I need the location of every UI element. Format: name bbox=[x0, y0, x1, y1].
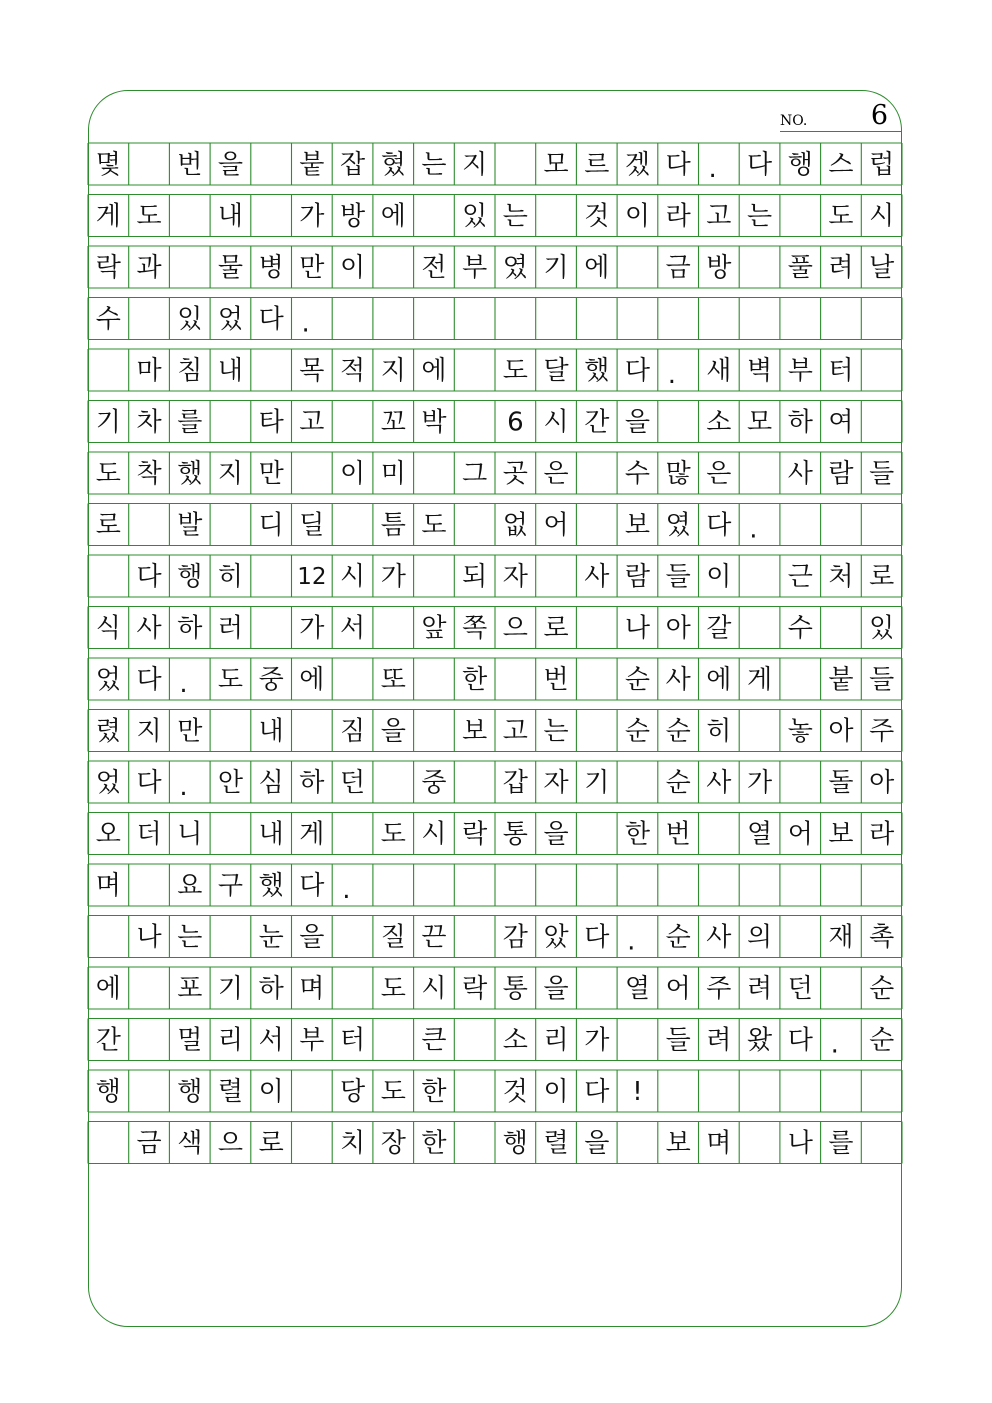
manuscript-char: 모 bbox=[543, 150, 569, 180]
manuscript-char: 에 bbox=[421, 356, 447, 386]
manuscript-char: 한 bbox=[421, 1128, 447, 1159]
manuscript-char: 사 bbox=[584, 562, 610, 592]
manuscript-char: 락 bbox=[462, 974, 488, 1004]
manuscript-char: 보 bbox=[462, 716, 488, 747]
manuscript-char: 럽 bbox=[869, 150, 895, 180]
manuscript-char: 수 bbox=[624, 459, 651, 489]
manuscript-char: 다 bbox=[584, 922, 610, 953]
manuscript-char: 도 bbox=[217, 665, 244, 695]
manuscript-char: . bbox=[301, 308, 310, 339]
manuscript-char: 더 bbox=[136, 819, 162, 850]
manuscript-char: 디 bbox=[258, 510, 284, 541]
manuscript-char: 를 bbox=[177, 407, 203, 438]
manuscript-char: 번 bbox=[543, 665, 569, 695]
manuscript-char: 모 bbox=[746, 407, 773, 438]
manuscript-char: 아 bbox=[828, 716, 854, 747]
manuscript-char: 고 bbox=[706, 201, 732, 232]
manuscript-char: 멀 bbox=[177, 1025, 203, 1056]
manuscript-char: 사 bbox=[136, 613, 162, 644]
manuscript-row bbox=[96, 305, 310, 339]
manuscript-char: 의 bbox=[746, 922, 773, 953]
manuscript-char: 터 bbox=[828, 356, 854, 386]
manuscript-char: 요 bbox=[177, 871, 203, 901]
manuscript-char: 행 bbox=[177, 1077, 203, 1107]
manuscript-char: 사 bbox=[706, 922, 732, 953]
manuscript-char: 순 bbox=[665, 716, 691, 747]
manuscript-char: 갈 bbox=[706, 613, 732, 644]
manuscript-char: 은 bbox=[543, 459, 569, 489]
manuscript-row bbox=[96, 1077, 643, 1107]
manuscript-char: 수 bbox=[787, 613, 813, 644]
manuscript-char: 했 bbox=[177, 459, 203, 489]
manuscript-char: 기 bbox=[543, 253, 569, 283]
manuscript-char: 되 bbox=[462, 562, 488, 592]
manuscript-char: 곳 bbox=[502, 459, 528, 489]
manuscript-char: 로 bbox=[95, 510, 121, 541]
manuscript-char: 고 bbox=[299, 407, 325, 438]
manuscript-char: 나 bbox=[136, 922, 162, 953]
manuscript-char: 가 bbox=[299, 201, 325, 232]
manuscript-char: 색 bbox=[177, 1128, 203, 1159]
manuscript-row bbox=[136, 562, 894, 592]
manuscript-char: 전 bbox=[421, 253, 447, 283]
manuscript-char: 려 bbox=[706, 1025, 732, 1056]
manuscript-char: 식 bbox=[95, 613, 121, 644]
manuscript-char: 순 bbox=[869, 974, 895, 1004]
manuscript-char: 려 bbox=[828, 253, 854, 283]
manuscript-char: 놓 bbox=[787, 716, 813, 747]
manuscript-char: . bbox=[627, 926, 636, 957]
manuscript-char: 지 bbox=[380, 356, 406, 386]
manuscript-char: 그 bbox=[462, 459, 488, 489]
manuscript-char: 리 bbox=[217, 1025, 244, 1056]
manuscript-char: 러 bbox=[217, 613, 244, 644]
manuscript-char: . bbox=[179, 669, 188, 699]
manuscript-char: 스 bbox=[828, 150, 854, 180]
manuscript-char: 많 bbox=[665, 459, 691, 489]
manuscript-char: 자 bbox=[502, 562, 528, 592]
manuscript-char: 열 bbox=[746, 819, 773, 850]
manuscript-char: 잡 bbox=[339, 150, 366, 180]
manuscript-char: 이 bbox=[339, 253, 366, 283]
manuscript-char: 는 bbox=[421, 150, 447, 180]
manuscript-char: 근 bbox=[787, 562, 813, 592]
manuscript-char: 내 bbox=[217, 356, 244, 386]
manuscript-char: 가 bbox=[299, 613, 325, 644]
manuscript-char: 없 bbox=[502, 510, 528, 541]
manuscript-char: 몇 bbox=[95, 150, 121, 180]
manuscript-char: 12 bbox=[297, 564, 327, 590]
manuscript-char: 였 bbox=[665, 510, 691, 541]
manuscript-char: 어 bbox=[665, 974, 691, 1004]
manuscript-char: 중 bbox=[421, 768, 447, 798]
manuscript-char: 이 bbox=[706, 562, 732, 592]
manuscript-char: 침 bbox=[177, 356, 203, 386]
manuscript-char: 행 bbox=[177, 562, 203, 592]
manuscript-char: 소 bbox=[502, 1025, 528, 1056]
manuscript-char: 재 bbox=[828, 922, 854, 953]
manuscript-char: 부 bbox=[462, 253, 488, 283]
manuscript-char: 주 bbox=[869, 716, 895, 747]
manuscript-char: 이 bbox=[543, 1077, 569, 1107]
manuscript-char: 주 bbox=[706, 974, 732, 1004]
manuscript-char: 다 bbox=[787, 1025, 813, 1056]
manuscript-char: 은 bbox=[706, 459, 732, 489]
manuscript-char: 간 bbox=[95, 1025, 121, 1056]
manuscript-char: 다 bbox=[136, 562, 162, 592]
manuscript-char: 들 bbox=[869, 459, 895, 489]
manuscript-char: 를 bbox=[828, 1128, 854, 1159]
manuscript-char: 게 bbox=[299, 819, 325, 850]
page-number-value: 6 bbox=[870, 100, 888, 131]
manuscript-char: 어 bbox=[543, 510, 569, 541]
manuscript-char: 로 bbox=[258, 1128, 284, 1159]
manuscript-char: 수 bbox=[95, 304, 121, 335]
manuscript-char: 것 bbox=[584, 201, 610, 232]
manuscript-char: 였 bbox=[502, 253, 528, 283]
manuscript-char: 서 bbox=[258, 1025, 284, 1056]
manuscript-char: 시 bbox=[421, 974, 447, 1004]
manuscript-char: 하 bbox=[258, 974, 284, 1004]
manuscript-char: 지 bbox=[136, 716, 162, 747]
manuscript-char: 가 bbox=[380, 562, 406, 592]
manuscript-char: 했 bbox=[584, 356, 610, 386]
manuscript-char: 달 bbox=[543, 356, 569, 386]
manuscript-char: 한 bbox=[624, 819, 651, 850]
manuscript-char: 치 bbox=[339, 1128, 366, 1159]
manuscript-char: 병 bbox=[258, 253, 284, 283]
manuscript-char: 타 bbox=[258, 407, 284, 438]
manuscript-char: 는 bbox=[177, 922, 203, 953]
manuscript-char: 는 bbox=[746, 201, 773, 232]
manuscript-char: 부 bbox=[787, 356, 813, 386]
manuscript-char: 벽 bbox=[746, 356, 773, 386]
manuscript-char: 번 bbox=[665, 819, 691, 850]
manuscript-char: 끈 bbox=[421, 922, 447, 953]
manuscript-char: 소 bbox=[706, 407, 732, 438]
manuscript-char: 물 bbox=[217, 253, 244, 283]
manuscript-char: 을 bbox=[217, 150, 244, 180]
manuscript-char: 새 bbox=[706, 356, 732, 386]
manuscript-char: 며 bbox=[299, 974, 325, 1004]
manuscript-char: 이 bbox=[258, 1077, 284, 1107]
manuscript-char: 만 bbox=[258, 459, 284, 489]
manuscript-char: 에 bbox=[95, 974, 121, 1004]
manuscript-char: 번 bbox=[177, 150, 203, 180]
manuscript-char: 다 bbox=[136, 768, 162, 798]
manuscript-char: 들 bbox=[665, 1025, 691, 1056]
manuscript-char: 시 bbox=[339, 562, 366, 592]
manuscript-char: 통 bbox=[502, 819, 528, 850]
manuscript-char: 돌 bbox=[828, 768, 854, 798]
manuscript-char: 질 bbox=[380, 922, 406, 953]
manuscript-char: 것 bbox=[502, 1077, 528, 1107]
manuscript-char: 했 bbox=[258, 871, 284, 901]
manuscript-char: 기 bbox=[217, 974, 244, 1004]
manuscript-char: 하 bbox=[787, 407, 813, 438]
manuscript-char: 내 bbox=[258, 819, 284, 850]
manuscript-char: 는 bbox=[502, 201, 528, 232]
manuscript-char: 딜 bbox=[299, 510, 325, 541]
manuscript-char: 아 bbox=[869, 768, 895, 798]
manuscript-char: 보 bbox=[828, 819, 854, 850]
manuscript-char: 어 bbox=[787, 819, 813, 850]
manuscript-char: 게 bbox=[95, 201, 121, 232]
manuscript-char: . bbox=[179, 772, 188, 802]
manuscript-char: 기 bbox=[95, 407, 121, 438]
manuscript-char: 에 bbox=[380, 201, 406, 232]
manuscript-char: 적 bbox=[339, 356, 366, 386]
manuscript-char: 을 bbox=[299, 922, 325, 953]
manuscript-char: 었 bbox=[217, 304, 244, 335]
manuscript-char: 순 bbox=[665, 768, 691, 798]
manuscript-char: 틈 bbox=[380, 510, 406, 541]
manuscript-char: 미 bbox=[380, 459, 406, 489]
manuscript-char: 려 bbox=[746, 974, 773, 1004]
manuscript-char: 보 bbox=[624, 510, 651, 541]
manuscript-char: 렸 bbox=[95, 716, 121, 747]
manuscript-char: 을 bbox=[584, 1128, 610, 1159]
manuscript-char: 터 bbox=[339, 1025, 366, 1056]
manuscript-char: 들 bbox=[665, 562, 691, 592]
manuscript-char: 기 bbox=[584, 768, 610, 798]
manuscript-char: 꼬 bbox=[380, 407, 406, 438]
manuscript-char: 겠 bbox=[624, 150, 651, 180]
manuscript-char: 도 bbox=[502, 356, 528, 386]
manuscript-char: 다 bbox=[665, 150, 691, 180]
manuscript-char: 안 bbox=[217, 768, 244, 798]
manuscript-char: 순 bbox=[665, 922, 691, 953]
manuscript-char: 나 bbox=[624, 613, 651, 644]
manuscript-char: 었 bbox=[95, 665, 121, 695]
manuscript-char: 었 bbox=[95, 768, 121, 798]
manuscript-char: 방 bbox=[339, 201, 366, 232]
manuscript-char: 행 bbox=[502, 1128, 528, 1159]
manuscript-char: 고 bbox=[502, 716, 528, 747]
manuscript-char: 통 bbox=[502, 974, 528, 1004]
manuscript-char: 6 bbox=[507, 407, 524, 438]
manuscript-char: 에 bbox=[299, 665, 325, 695]
manuscript-char: 사 bbox=[787, 459, 813, 489]
manuscript-char: 다 bbox=[584, 1077, 610, 1107]
manuscript-char: 자 bbox=[543, 768, 569, 798]
manuscript-char: 방 bbox=[706, 253, 732, 283]
manuscript-char: 풀 bbox=[787, 253, 813, 283]
manuscript-char: 시 bbox=[421, 819, 447, 850]
manuscript-char: 촉 bbox=[869, 922, 895, 953]
manuscript-char: . bbox=[342, 875, 351, 905]
manuscript-char: 심 bbox=[258, 768, 284, 798]
manuscript-char: 던 bbox=[339, 768, 366, 798]
manuscript-char: 발 bbox=[177, 510, 203, 541]
manuscript-char: 행 bbox=[95, 1077, 121, 1107]
page-number-label: NO. bbox=[780, 113, 808, 129]
manuscript-char: 금 bbox=[665, 253, 691, 283]
manuscript-char: . bbox=[749, 514, 758, 545]
manuscript-char: 이 bbox=[339, 459, 366, 489]
manuscript-char: 금 bbox=[136, 1128, 162, 1159]
manuscript-char: 다 bbox=[258, 304, 284, 335]
manuscript-char: 락 bbox=[462, 819, 488, 850]
manuscript-char: 장 bbox=[380, 1128, 406, 1159]
manuscript-char: 부 bbox=[299, 1025, 325, 1056]
manuscript-char: 날 bbox=[869, 253, 895, 283]
manuscript-char: 이 bbox=[624, 201, 651, 232]
manuscript-char: 하 bbox=[299, 768, 325, 798]
manuscript-char: 에 bbox=[706, 665, 732, 695]
manuscript-char: 앞 bbox=[421, 613, 447, 644]
manuscript-char: 도 bbox=[136, 201, 162, 232]
manuscript-char: 있 bbox=[462, 201, 488, 232]
manuscript-char: 순 bbox=[624, 665, 651, 695]
manuscript-char: 들 bbox=[869, 665, 895, 695]
manuscript-char: 도 bbox=[421, 510, 447, 541]
manuscript-char: 사 bbox=[706, 768, 732, 798]
manuscript-char: . bbox=[830, 1029, 839, 1060]
manuscript-char: . bbox=[708, 154, 717, 184]
manuscript-char: 만 bbox=[177, 716, 203, 747]
manuscript-char: 리 bbox=[543, 1025, 569, 1056]
manuscript-char: 다 bbox=[624, 356, 651, 386]
manuscript-char: 을 bbox=[543, 819, 569, 850]
manuscript-char: 도 bbox=[380, 974, 406, 1004]
manuscript-char: 르 bbox=[584, 150, 610, 180]
manuscript-char: 가 bbox=[746, 768, 773, 798]
manuscript-char: 붙 bbox=[299, 150, 325, 180]
manuscript-row bbox=[96, 408, 854, 438]
manuscript-char: 하 bbox=[177, 613, 203, 644]
manuscript-char: 내 bbox=[258, 716, 284, 747]
manuscript-char: 만 bbox=[299, 253, 325, 283]
manuscript-char: 차 bbox=[136, 407, 162, 438]
manuscript-char: 는 bbox=[543, 716, 569, 747]
manuscript-char: 갑 bbox=[502, 768, 528, 798]
manuscript-char: 구 bbox=[217, 871, 244, 901]
manuscript-char: 당 bbox=[339, 1077, 366, 1107]
manuscript-char: 게 bbox=[746, 665, 773, 695]
manuscript-char: 왔 bbox=[746, 1025, 773, 1056]
manuscript-char: 짐 bbox=[339, 716, 366, 747]
manuscript-char: 도 bbox=[95, 459, 121, 489]
manuscript-char: 순 bbox=[624, 716, 651, 747]
manuscript-char: 가 bbox=[584, 1025, 610, 1056]
manuscript-char: 다 bbox=[746, 150, 773, 180]
manuscript-char: 간 bbox=[584, 407, 610, 438]
manuscript-char: 처 bbox=[828, 562, 854, 592]
manuscript-char: 니 bbox=[177, 819, 203, 850]
manuscript-char: 람 bbox=[624, 562, 651, 592]
manuscript-char: 도 bbox=[380, 1077, 406, 1107]
manuscript-char: 붙 bbox=[828, 665, 854, 695]
manuscript-char: 지 bbox=[217, 459, 244, 489]
manuscript-char: 렬 bbox=[217, 1077, 244, 1107]
manuscript-char: 열 bbox=[624, 974, 651, 1004]
manuscript-char: 아 bbox=[665, 613, 691, 644]
manuscript-char: 다 bbox=[706, 510, 732, 541]
manuscript-row bbox=[96, 871, 351, 905]
manuscript-char: 라 bbox=[665, 201, 691, 232]
manuscript-char: 에 bbox=[584, 253, 610, 283]
manuscript-char: 며 bbox=[95, 871, 121, 901]
manuscript-char: 과 bbox=[136, 253, 162, 283]
manuscript-char: 시 bbox=[543, 407, 569, 438]
manuscript-char: 을 bbox=[624, 407, 651, 438]
manuscript-char: 도 bbox=[380, 819, 406, 850]
manuscript-char: 포 bbox=[177, 974, 203, 1004]
manuscript-char: 있 bbox=[869, 613, 895, 644]
manuscript-char: 마 bbox=[136, 356, 162, 386]
manuscript-char: 중 bbox=[258, 665, 284, 695]
manuscript-char: 박 bbox=[421, 407, 447, 438]
manuscript-char: 감 bbox=[502, 922, 528, 953]
manuscript-char: 으 bbox=[502, 613, 528, 644]
manuscript-char: 을 bbox=[543, 974, 569, 1004]
manuscript-char: 지 bbox=[462, 150, 488, 180]
manuscript-char: 았 bbox=[543, 922, 569, 953]
manuscript-char: 라 bbox=[869, 819, 895, 850]
manuscript-char: 눈 bbox=[258, 922, 284, 953]
manuscript-char: 큰 bbox=[421, 1025, 447, 1056]
manuscript-char: 히 bbox=[706, 716, 732, 747]
manuscript-char: 있 bbox=[177, 304, 203, 335]
manuscript-char: 락 bbox=[95, 253, 121, 283]
manuscript-char: 보 bbox=[665, 1128, 691, 1159]
manuscript-char: 행 bbox=[787, 150, 813, 180]
manuscript-char: 며 bbox=[706, 1128, 732, 1159]
manuscript-char: 을 bbox=[380, 716, 406, 747]
manuscript-char: 순 bbox=[869, 1025, 895, 1056]
manuscript-char: 여 bbox=[828, 407, 854, 438]
manuscript-char: 한 bbox=[421, 1077, 447, 1107]
manuscript-char: 또 bbox=[380, 665, 406, 695]
manuscript-char: 서 bbox=[339, 613, 366, 644]
manuscript-char: ! bbox=[632, 1077, 643, 1107]
manuscript-row bbox=[136, 923, 894, 957]
manuscript-char: 으 bbox=[217, 1128, 244, 1159]
manuscript-char: 목 bbox=[299, 356, 325, 386]
manuscript-char: 쪽 bbox=[462, 613, 488, 644]
manuscript-char: 오 bbox=[95, 819, 121, 850]
manuscript-char: 도 bbox=[828, 201, 854, 232]
manuscript-char: . bbox=[667, 360, 677, 390]
manuscript-char: 시 bbox=[869, 201, 895, 232]
manuscript-char: 렬 bbox=[543, 1128, 569, 1159]
manuscript-char: 로 bbox=[543, 613, 569, 644]
manuscript-char: 한 bbox=[462, 665, 488, 695]
manuscript-char: 내 bbox=[217, 201, 244, 232]
manuscript-char: 사 bbox=[665, 665, 691, 695]
manuscript-char: 람 bbox=[828, 459, 854, 489]
manuscript-char: 혔 bbox=[380, 150, 406, 180]
manuscript-char: 던 bbox=[787, 974, 813, 1004]
manuscript-char: 나 bbox=[787, 1128, 813, 1159]
manuscript-char: 다 bbox=[299, 871, 325, 901]
manuscript-char: 로 bbox=[869, 562, 895, 592]
manuscript-char: 히 bbox=[217, 562, 244, 592]
manuscript-char: 착 bbox=[136, 459, 162, 489]
manuscript-char: 다 bbox=[136, 665, 162, 695]
